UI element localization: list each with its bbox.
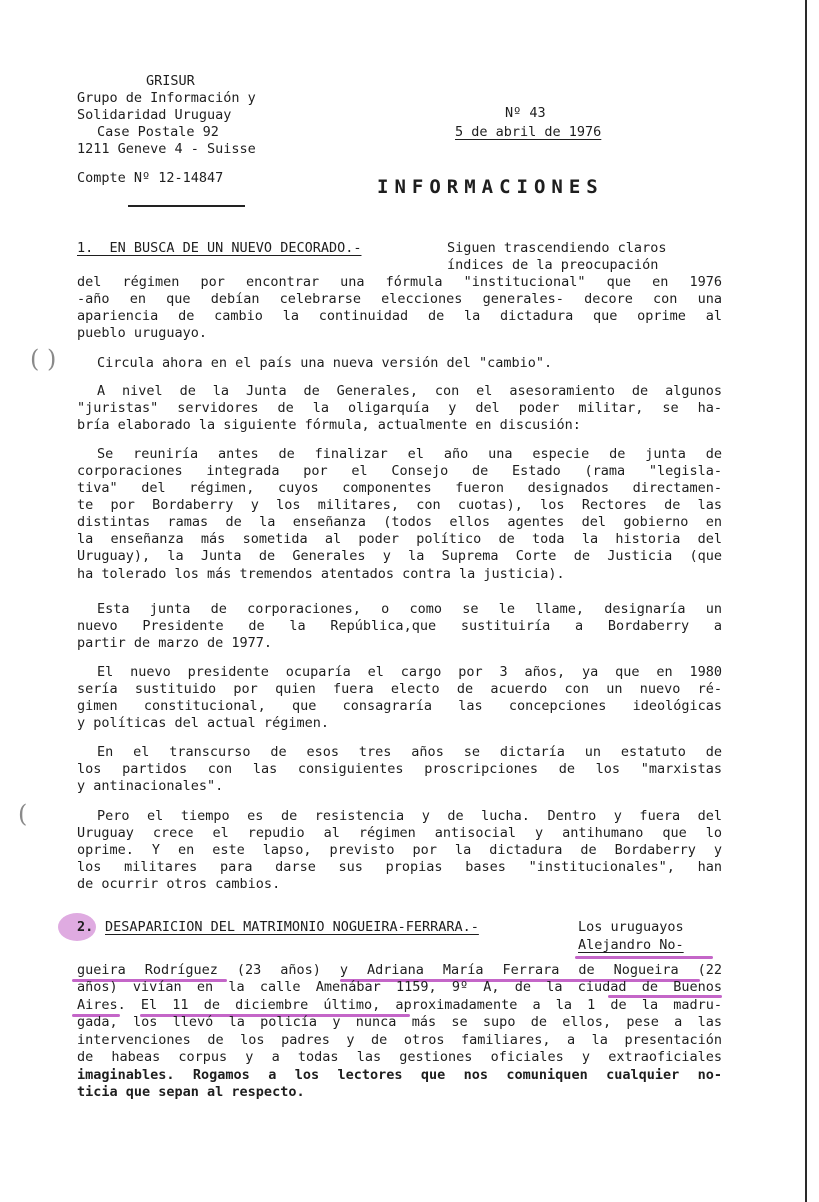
section-2-text: gada, los llevó la policía y nunca más se supo de ellos, pese a las (77, 1014, 722, 1030)
org-line: 1211 Geneve 4 - Suisse (77, 141, 256, 157)
paragraph-line: El nuevo presidente ocuparía el cargo por 3 años, ya que en 1980 (97, 664, 722, 680)
section-1-heading: 1. EN BUSCA DE UN NUEVO DECORADO.- (77, 240, 362, 256)
highlight-stroke (575, 956, 713, 959)
paragraph-line: Se reuniría antes de finalizar el año una especie de junta de (97, 446, 722, 462)
section-2-text: Aires. El 11 de diciembre último, aproximadamente a la 1 de la madru- (77, 997, 722, 1013)
org-line: Solidaridad Uruguay (77, 107, 232, 123)
org-name: GRISUR (146, 73, 195, 89)
org-line: Grupo de Información y (77, 90, 256, 106)
paragraph-line: A nivel de la Junta de Generales, con el asesoramiento de algunos (97, 383, 722, 399)
paragraph-line: En el transcurso de esos tres años se dictaría un estatuto de (97, 744, 722, 760)
paragraph-line: "juristas" servidores de la oligarquía y del poder militar, se ha- (77, 400, 722, 416)
section-2-text: intervenciones de los padres y de otros familiares, a la presentación (77, 1032, 722, 1048)
section-2-text: ticia que sepan al respecto. (77, 1084, 305, 1100)
section-2-text: imaginables. Rogamos a los lectores que nos comuniquen cualquier no- (77, 1067, 722, 1083)
paragraph-line: sería sustituido por quien fuera electo de acuerdo con un nuevo ré- (77, 681, 722, 697)
paragraph-line: y antinacionales". (77, 778, 224, 794)
paragraph-line: distintas ramas de la enseñanza (todos ellos agentes del gobierno en (77, 514, 722, 530)
paragraph-line: partir de marzo de 1977. (77, 635, 273, 651)
paragraph-line: gimen constitucional, que consagraría las concepciones ideológicas (77, 698, 722, 714)
paragraph-line: oprime. Y en este lapso, previsto por la dictadura de Bordaberry y (77, 842, 722, 858)
paragraph-line: Uruguay crece el repudio al régimen antisocial y antihumano que lo (77, 825, 722, 841)
section-2-text: años) vivían en la calle Amenábar 1159, 9º A, de la ciudad de Buenos (77, 979, 722, 995)
paragraph-line: nuevo Presidente de la República,que sustituiría a Bordaberry a (77, 618, 722, 634)
paragraph-line: bría elaborado la siguiente fórmula, actualmente en discusión: (77, 417, 581, 433)
paragraph-line: de ocurrir otros cambios. (77, 876, 281, 892)
section-1-text: apariencia de cambio la continuidad de la dictadura que oprime al (77, 308, 722, 324)
section-1-text: del régimen por encontrar una fórmula "institucional" que en 1976 (77, 274, 722, 290)
paragraph-line: Circula ahora en el país una nueva versión del "cambio". (97, 355, 553, 371)
punch-hole-mark: ( ) (30, 345, 57, 373)
paragraph-line: los partidos con las consiguientes proscripciones de los "marxistas (77, 761, 722, 777)
org-line: Case Postale 92 (97, 124, 219, 140)
issue-date: 5 de abril de 1976 (455, 124, 602, 140)
paragraph-line: y políticas del actual régimen. (77, 715, 329, 731)
header-rule (128, 205, 245, 207)
page-title: INFORMACIONES (377, 176, 604, 198)
paragraph-line: corporaciones integrada por el Consejo de Estado (rama "legisla- (77, 463, 722, 479)
section-2-text: gueira Rodríguez (23 años) y Adriana María Ferrara de Nogueira (22 (77, 962, 722, 978)
paragraph-line: Esta junta de corporaciones, o como se le llame, designaría un (97, 601, 722, 617)
paragraph-line: tiva" del régimen, cuyos componentes fueron designados directamen- (77, 480, 722, 496)
paragraph-line: los militares para darse sus propias bases "institucionales", han (77, 859, 722, 875)
section-2-heading: DESAPARICION DEL MATRIMONIO NOGUEIRA-FERRARA.- (105, 919, 479, 935)
section-2-number: 2. (77, 919, 94, 935)
paragraph-line: la enseñanza más sometida al poder político de toda la historia del (77, 531, 722, 547)
paragraph-line: Uruguay), la Junta de Generales y la Suprema Corte de Justicia (que (77, 548, 722, 564)
paragraph-line: ha tolerado los más tremendos atentados contra la justicia). (77, 566, 565, 582)
paragraph-line: te por Bordaberry y los militares, con cuotas), los Rectores de las (77, 497, 722, 513)
section-2-name: Alejandro No- (578, 937, 684, 953)
section-2-text: de habeas corpus y a todas las gestiones oficiales y extraoficiales (77, 1049, 722, 1065)
section-1-text: pueblo uruguayo. (77, 325, 208, 341)
issue-number: Nº 43 (505, 105, 546, 121)
section-2-text: Los uruguayos (578, 919, 684, 935)
punch-hole-mark: ( (18, 800, 28, 828)
page-edge (805, 0, 807, 1202)
paragraph-line: Pero el tiempo es de resistencia y de lucha. Dentro y fuera del (97, 808, 722, 824)
account-number: Compte Nº 12-14847 (77, 170, 224, 186)
section-1-text: -año en que debían celebrarse elecciones generales- decore con una (77, 291, 722, 307)
section-1-text: índices de la preocupación (447, 257, 659, 273)
section-1-text: Siguen trascendiendo claros (447, 240, 667, 256)
